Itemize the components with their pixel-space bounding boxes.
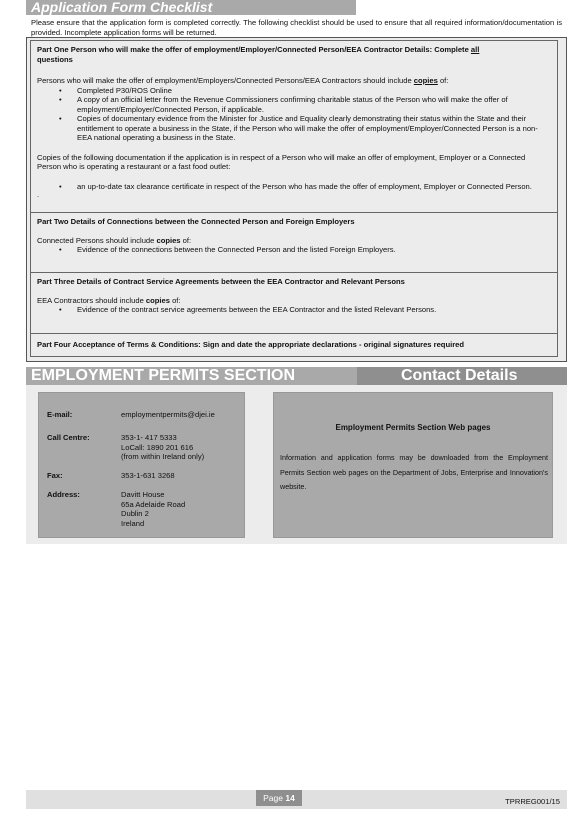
address-line: Davitt House bbox=[121, 490, 165, 499]
list-item: • Evidence of the contract service agreements between the EEA Contractor and the listed Relevant Persons. bbox=[77, 305, 551, 315]
part-three-list bbox=[37, 305, 551, 315]
part-one-section bbox=[30, 40, 558, 213]
email-label: E-mail: bbox=[47, 410, 73, 419]
intro-paragraph: Please ensure that the application form is completed correctly. The following checklist should be used to ensure that all required information/documentation is provided. Incomplete application forms will be returned. bbox=[31, 18, 562, 37]
part-three-heading: Part Three Details of Contract Service Agreements between the EEA Contractor and Relevant Persons bbox=[37, 277, 405, 286]
part-two-heading: Part Two Details of Connections between the Connected Person and Foreign Employers bbox=[37, 217, 355, 226]
address-line: Ireland bbox=[121, 519, 145, 528]
document-reference: TPRREG001/15 bbox=[505, 797, 560, 806]
part-two-section bbox=[30, 212, 558, 273]
part-one-lead-of: of: bbox=[437, 76, 449, 85]
fax-label: Fax: bbox=[47, 471, 63, 480]
list-item: • an up-to-date tax clearance certificate in respect of the Person who has made the offer of employment, Employer or Connected Person. bbox=[77, 182, 551, 192]
part-one-lead-text: Persons who will make the offer of employment/Employers/Connected Persons/EEA Contractors should include bbox=[37, 76, 414, 85]
list-item: • A copy of an official letter from the Revenue Commissioners confirming charitable status of the Person who will make the offer of employment/Employer/Connected Person, if applicable. bbox=[77, 95, 551, 114]
section-title: EMPLOYMENT PERMITS SECTION bbox=[31, 367, 296, 384]
part-four-section bbox=[30, 333, 558, 357]
list-item: • Completed P30/ROS Online bbox=[77, 86, 551, 96]
part-one-heading bbox=[37, 45, 551, 64]
part-one-heading-questions: questions bbox=[37, 54, 73, 64]
part-one-heading-text: Part One Person who will make the offer of employment/Employer/Connected Person/EEA Contractor Details: Complete bbox=[37, 45, 471, 54]
contact-details-title: Contact Details bbox=[401, 367, 518, 384]
part-one-second-lead: Copies of the following documentation if the application is in respect of a Person who will make an offer of employment, Employer or a Connected Person who is operating a restaurant or a fast food outlet: bbox=[37, 152, 526, 171]
part-three-lead-copies: copies bbox=[145, 295, 170, 305]
call-centre-number: 353-1- 417 5333 bbox=[121, 433, 177, 442]
list-item: • Evidence of the connections between the Connected Person and the listed Foreign Employers. bbox=[77, 245, 551, 255]
page-title: Application Form Checklist bbox=[31, 0, 213, 15]
fax-number: 353-1-631 3268 bbox=[121, 471, 175, 480]
web-pages-box bbox=[273, 392, 553, 538]
part-three-lead-text: EEA Contractors should include bbox=[37, 295, 146, 305]
part-one-dot: . bbox=[37, 190, 40, 199]
locall-number: LoCall: 1890 201 616 bbox=[121, 443, 194, 452]
call-centre-label: Call Centre: bbox=[47, 433, 90, 442]
locall-note: (from within Ireland only) bbox=[121, 452, 205, 461]
part-two-lead-text: Connected Persons should include bbox=[37, 235, 157, 245]
part-two-lead-of: of: bbox=[180, 235, 192, 245]
list-item: • Copies of documentary evidence from the Minister for Justice and Equality clearly demonstrating their status within the State and their entitlement to operate a business in the State, if the Person who will make the offer of employment/Employer/Connected Person is a non-EEA national operating a business in the State. bbox=[77, 114, 551, 143]
page-indicator bbox=[256, 790, 302, 806]
part-one-lead bbox=[37, 76, 551, 86]
page-number: 14 bbox=[285, 793, 295, 803]
address-line: Dublin 2 bbox=[121, 509, 149, 518]
contact-box bbox=[38, 392, 245, 538]
page-label: Page bbox=[263, 793, 283, 803]
part-two-list bbox=[37, 245, 551, 255]
part-one-lead-copies: copies bbox=[413, 76, 438, 85]
address-line: 65a Adelaide Road bbox=[121, 500, 186, 509]
address-label: Address: bbox=[47, 490, 80, 499]
web-pages-text: Information and application forms may be downloaded from the Employment Permits Section web pages on the Department of Jobs, Enterprise and Innovation's website. bbox=[280, 453, 548, 491]
part-two-lead-copies: copies bbox=[156, 235, 181, 245]
part-three-lead-of: of: bbox=[169, 295, 181, 305]
email-link[interactable]: employmentpermits@djei.ie bbox=[121, 410, 215, 419]
web-pages-title: Employment Permits Section Web pages bbox=[335, 423, 491, 432]
part-one-list bbox=[37, 86, 551, 143]
part-one-heading-all: all bbox=[470, 45, 480, 54]
part-two-lead bbox=[37, 236, 551, 246]
part-three-lead bbox=[37, 296, 551, 306]
part-one-second-list bbox=[37, 182, 551, 192]
part-three-section bbox=[30, 272, 558, 334]
part-four-heading: Part Four Acceptance of Terms & Conditions: Sign and date the appropriate declarations - original signatures required bbox=[37, 340, 465, 349]
